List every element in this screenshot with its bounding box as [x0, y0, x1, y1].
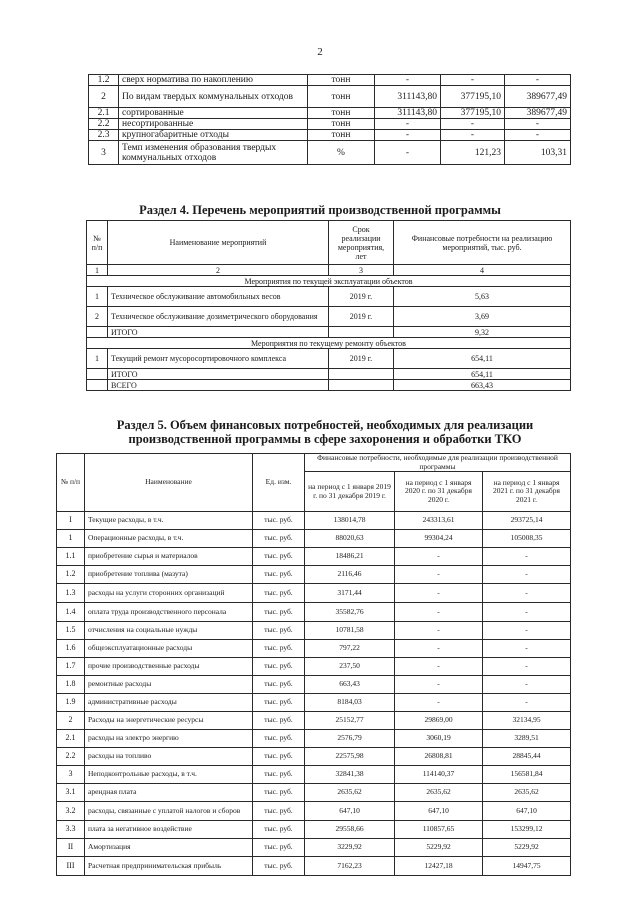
table-row	[57, 857, 571, 876]
row-value-2021: 5229,92	[483, 839, 571, 857]
row-unit: тыс. руб.	[253, 640, 305, 658]
measure-term: 2019 г.	[329, 287, 394, 307]
row-value-2020: 3060,19	[395, 730, 483, 748]
measure-value: 654,11	[394, 349, 571, 369]
row-value-2019: 3229,92	[305, 839, 395, 857]
row-value-2021: -	[483, 676, 571, 694]
row-value-2021: -	[505, 119, 571, 130]
row-value-2019: -	[375, 119, 441, 130]
row-value-2019: 311143,80	[375, 108, 441, 119]
row-unit: тыс. руб.	[253, 622, 305, 640]
grand-total-label: ВСЕГО	[108, 380, 329, 391]
header-period-2021: на период с 1 января 2021 г. по 31 декабря 2021 г.	[483, 472, 571, 512]
row-value-2021: 2635,62	[483, 784, 571, 802]
row-num: I	[57, 512, 85, 530]
row-value-2021: 105008,35	[483, 530, 571, 548]
row-name: Неподконтрольные расходы, в т.ч.	[85, 766, 253, 784]
row-name: отчисления на социальные нужды	[85, 622, 253, 640]
row-value-2019: 88020,63	[305, 530, 395, 548]
row-name: приобретение топлива (мазута)	[85, 566, 253, 584]
row-value-2020: 243313,61	[395, 512, 483, 530]
row-value-2019: 797,22	[305, 640, 395, 658]
row-value-2019: 138014,78	[305, 512, 395, 530]
table-row	[57, 766, 571, 784]
row-num: 3.2	[57, 802, 85, 821]
row-num: 2.2	[89, 119, 119, 130]
table-row	[57, 640, 571, 658]
row-name: общеэксплуатационные расходы	[85, 640, 253, 658]
table-row	[57, 730, 571, 748]
row-value-2020: -	[395, 584, 483, 603]
measures-table	[86, 220, 571, 391]
section5-title-line2: производственной программы в сфере захоронения и обработки ТКО	[128, 432, 522, 446]
measure-value: 3,69	[394, 307, 571, 327]
header-num: № п/п	[57, 454, 85, 512]
row-num: 1.3	[57, 584, 85, 603]
row-value-2020: -	[395, 658, 483, 676]
row-unit: тыс. руб.	[253, 712, 305, 730]
col-number: 4	[394, 265, 571, 276]
table-row	[57, 622, 571, 640]
row-name: административные расходы	[85, 694, 253, 712]
measure-num: 1	[87, 287, 108, 307]
row-num: 1.5	[57, 622, 85, 640]
row-unit: тыс. руб.	[253, 676, 305, 694]
row-value-2021: 647,10	[483, 802, 571, 821]
row-name: Расходы на энергетические ресурсы	[85, 712, 253, 730]
row-value-2020: 29869,00	[395, 712, 483, 730]
row-value-2019: -	[375, 130, 441, 141]
row-value-2020: 114140,37	[395, 766, 483, 784]
row-value-2021: 389677,49	[505, 108, 571, 119]
row-name: Расчетная предпринимательская прибыль	[85, 857, 253, 876]
row-value-2021: 103,31	[505, 141, 571, 165]
row-unit: тыс. руб.	[253, 584, 305, 603]
row-value-2020: -	[441, 130, 505, 141]
table-row	[89, 119, 571, 130]
row-value-2021: -	[483, 694, 571, 712]
table-row	[89, 130, 571, 141]
row-unit: тыс. руб.	[253, 802, 305, 821]
row-name: расходы на услуги сторонних организаций	[85, 584, 253, 603]
table-row	[57, 748, 571, 766]
row-num: 2.1	[57, 730, 85, 748]
table-row	[57, 821, 571, 839]
group2-title: Мероприятия по текущему ремонту объектов	[87, 338, 571, 349]
measure-num: 2	[87, 307, 108, 327]
header-period-2020: на период с 1 января 2020 г. по 31 декабря 2020 г.	[395, 472, 483, 512]
table-row	[89, 108, 571, 119]
row-value-2021: 32134,95	[483, 712, 571, 730]
group1-total: 9,32	[394, 327, 571, 338]
row-value-2020: -	[395, 548, 483, 566]
row-num: 1.7	[57, 658, 85, 676]
table-row	[89, 86, 571, 108]
section5-title-line1: Раздел 5. Объем финансовых потребностей, необходимых для реализации	[116, 418, 534, 432]
row-name: несортированные	[119, 119, 308, 130]
row-value-2019: 32841,38	[305, 766, 395, 784]
row-unit: тыс. руб.	[253, 839, 305, 857]
row-num: 3	[89, 141, 119, 165]
row-value-2019: 663,43	[305, 676, 395, 694]
grand-total: 663,43	[394, 380, 571, 391]
row-num: 1.8	[57, 676, 85, 694]
row-name: расходы, связанные с уплатой налогов и сборов	[85, 802, 253, 821]
row-num: 1.4	[57, 603, 85, 622]
row-name: расходы на электро энергию	[85, 730, 253, 748]
row-value-2020: 99304,24	[395, 530, 483, 548]
row-name: оплата труда производственного персонала	[85, 603, 253, 622]
row-value-2021: -	[483, 584, 571, 603]
row-num: III	[57, 857, 85, 876]
header-name: Наименование мероприятий	[108, 221, 329, 265]
row-value-2020: 121,23	[441, 141, 505, 165]
group2-total-label: ИТОГО	[108, 369, 329, 380]
row-value-2020: 647,10	[395, 802, 483, 821]
row-value-2021: -	[483, 622, 571, 640]
row-value-2019: 2576,79	[305, 730, 395, 748]
row-value-2020: 26808,81	[395, 748, 483, 766]
row-name: сверх норматива по накоплению	[119, 75, 308, 86]
row-name: Текущие расходы, в т.ч.	[85, 512, 253, 530]
header-needs: Финансовые потребности, необходимые для реализации производственной программы	[305, 454, 571, 472]
row-value-2020: 5229,92	[395, 839, 483, 857]
group1-title: Мероприятия по текущей эксплуатации объектов	[87, 276, 571, 287]
row-value-2019: 35582,76	[305, 603, 395, 622]
table-row	[57, 603, 571, 622]
row-value-2021: -	[483, 566, 571, 584]
row-name: приобретение сырья и материалов	[85, 548, 253, 566]
row-value-2019: 3171,44	[305, 584, 395, 603]
row-value-2020: -	[395, 694, 483, 712]
row-num: II	[57, 839, 85, 857]
row-value-2020: -	[441, 119, 505, 130]
row-unit: тыс. руб.	[253, 512, 305, 530]
table-row	[57, 512, 571, 530]
row-value-2019: 2116,46	[305, 566, 395, 584]
row-num: 1.2	[89, 75, 119, 86]
measure-term: 2019 г.	[329, 349, 394, 369]
header-need: Финансовые потребности на реализацию мероприятий, тыс. руб.	[394, 221, 571, 265]
measure-num: 1	[87, 349, 108, 369]
row-unit: тыс. руб.	[253, 603, 305, 622]
row-name: крупногабаритные отходы	[119, 130, 308, 141]
row-value-2019: 10781,58	[305, 622, 395, 640]
section4-title: Раздел 4. Перечень мероприятий производственной программы	[139, 203, 501, 217]
row-value-2019: 237,50	[305, 658, 395, 676]
header-period-2019: на период с 1 января 2019 г. по 31 декабря 2019 г.	[305, 472, 395, 512]
row-value-2019: -	[375, 141, 441, 165]
row-unit: тыс. руб.	[253, 784, 305, 802]
col-number: 2	[108, 265, 329, 276]
row-unit: тыс. руб.	[253, 730, 305, 748]
row-name: сортированные	[119, 108, 308, 119]
row-value-2021: 293725,14	[483, 512, 571, 530]
row-value-2019: -	[375, 75, 441, 86]
page-number: 2	[317, 46, 323, 58]
table-row	[57, 694, 571, 712]
table-row	[57, 676, 571, 694]
row-value-2020: 377195,10	[441, 108, 505, 119]
row-value-2020: -	[395, 622, 483, 640]
row-value-2021: -	[483, 658, 571, 676]
section5-title	[70, 418, 580, 446]
row-name: Операционные расходы, в т.ч.	[85, 530, 253, 548]
row-value-2020: 2635,62	[395, 784, 483, 802]
row-num: 2.3	[89, 130, 119, 141]
row-num: 1.2	[57, 566, 85, 584]
col-number: 3	[329, 265, 394, 276]
table-row	[57, 658, 571, 676]
row-name: ремонтные расходы	[85, 676, 253, 694]
row-value-2020: 12427,18	[395, 857, 483, 876]
row-unit: тыс. руб.	[253, 766, 305, 784]
row-name: прочие производственные расходы	[85, 658, 253, 676]
row-value-2019: 22575,98	[305, 748, 395, 766]
row-num: 1.6	[57, 640, 85, 658]
row-value-2021: 28845,44	[483, 748, 571, 766]
row-num: 2	[57, 712, 85, 730]
table-row	[57, 712, 571, 730]
table-row	[57, 530, 571, 548]
waste-volume-table	[88, 74, 571, 165]
row-unit: тонн	[308, 130, 375, 141]
row-name: По видам твердых коммунальных отходов	[119, 86, 308, 108]
row-value-2020: -	[395, 676, 483, 694]
row-name: плата за негативное воздействие	[85, 821, 253, 839]
row-value-2020: 110857,65	[395, 821, 483, 839]
row-unit: тонн	[308, 119, 375, 130]
row-value-2021: 156581,84	[483, 766, 571, 784]
row-name: Амортизация	[85, 839, 253, 857]
row-value-2020: -	[395, 566, 483, 584]
table-row	[89, 141, 571, 165]
row-name: арендная плата	[85, 784, 253, 802]
row-value-2019: 2635,62	[305, 784, 395, 802]
row-unit: тыс. руб.	[253, 566, 305, 584]
table-row	[57, 784, 571, 802]
measure-name: Техническое обслуживание дозиметрического оборудования	[108, 307, 329, 327]
row-value-2021: -	[483, 548, 571, 566]
row-value-2019: 311143,80	[375, 86, 441, 108]
row-value-2019: 8184,03	[305, 694, 395, 712]
col-number: 1	[87, 265, 108, 276]
row-value-2019: 29558,66	[305, 821, 395, 839]
row-num: 1	[57, 530, 85, 548]
row-num: 2	[89, 86, 119, 108]
measure-term: 2019 г.	[329, 307, 394, 327]
row-num: 3	[57, 766, 85, 784]
row-num: 3.1	[57, 784, 85, 802]
row-num: 1.1	[57, 548, 85, 566]
row-unit: тыс. руб.	[253, 821, 305, 839]
group1-total-label: ИТОГО	[108, 327, 329, 338]
measure-name: Текущий ремонт мусоросортировочного комплекса	[108, 349, 329, 369]
row-unit: тонн	[308, 86, 375, 108]
header-num: № п/п	[87, 221, 108, 265]
row-value-2019: 7162,23	[305, 857, 395, 876]
header-term: Срок реализации мероприятия, лет	[329, 221, 394, 265]
row-unit: тыс. руб.	[253, 530, 305, 548]
row-value-2021: 153299,12	[483, 821, 571, 839]
table-row	[57, 566, 571, 584]
row-name: расходы на топливо	[85, 748, 253, 766]
table-row	[57, 548, 571, 566]
row-unit: тонн	[308, 108, 375, 119]
row-value-2021: -	[505, 130, 571, 141]
row-num: 3.3	[57, 821, 85, 839]
row-num: 2.2	[57, 748, 85, 766]
row-unit: тыс. руб.	[253, 748, 305, 766]
row-unit: тыс. руб.	[253, 857, 305, 876]
row-value-2019: 25152,77	[305, 712, 395, 730]
row-value-2021: -	[483, 603, 571, 622]
measure-value: 5,63	[394, 287, 571, 307]
header-unit: Ед. изм.	[253, 454, 305, 512]
table-row	[57, 839, 571, 857]
row-value-2021: -	[505, 75, 571, 86]
row-num: 1.9	[57, 694, 85, 712]
row-unit: тыс. руб.	[253, 548, 305, 566]
table-row	[57, 584, 571, 603]
row-value-2021: 3289,51	[483, 730, 571, 748]
row-unit: тонн	[308, 75, 375, 86]
row-value-2020: -	[395, 603, 483, 622]
table-row	[57, 802, 571, 821]
header-name: Наименование	[85, 454, 253, 512]
row-unit: %	[308, 141, 375, 165]
table-row	[89, 75, 571, 86]
row-value-2019: 18486,21	[305, 548, 395, 566]
row-value-2020: 377195,10	[441, 86, 505, 108]
row-name: Темп изменения образования твердых коммунальных отходов	[119, 141, 308, 165]
row-value-2019: 647,10	[305, 802, 395, 821]
measure-name: Техническое обслуживание автомобильных весов	[108, 287, 329, 307]
group2-total: 654,11	[394, 369, 571, 380]
row-value-2021: -	[483, 640, 571, 658]
row-value-2021: 14947,75	[483, 857, 571, 876]
row-unit: тыс. руб.	[253, 694, 305, 712]
row-value-2021: 389677,49	[505, 86, 571, 108]
row-num: 2.1	[89, 108, 119, 119]
financial-needs-table	[56, 453, 571, 876]
row-value-2020: -	[441, 75, 505, 86]
row-value-2020: -	[395, 640, 483, 658]
row-unit: тыс. руб.	[253, 658, 305, 676]
